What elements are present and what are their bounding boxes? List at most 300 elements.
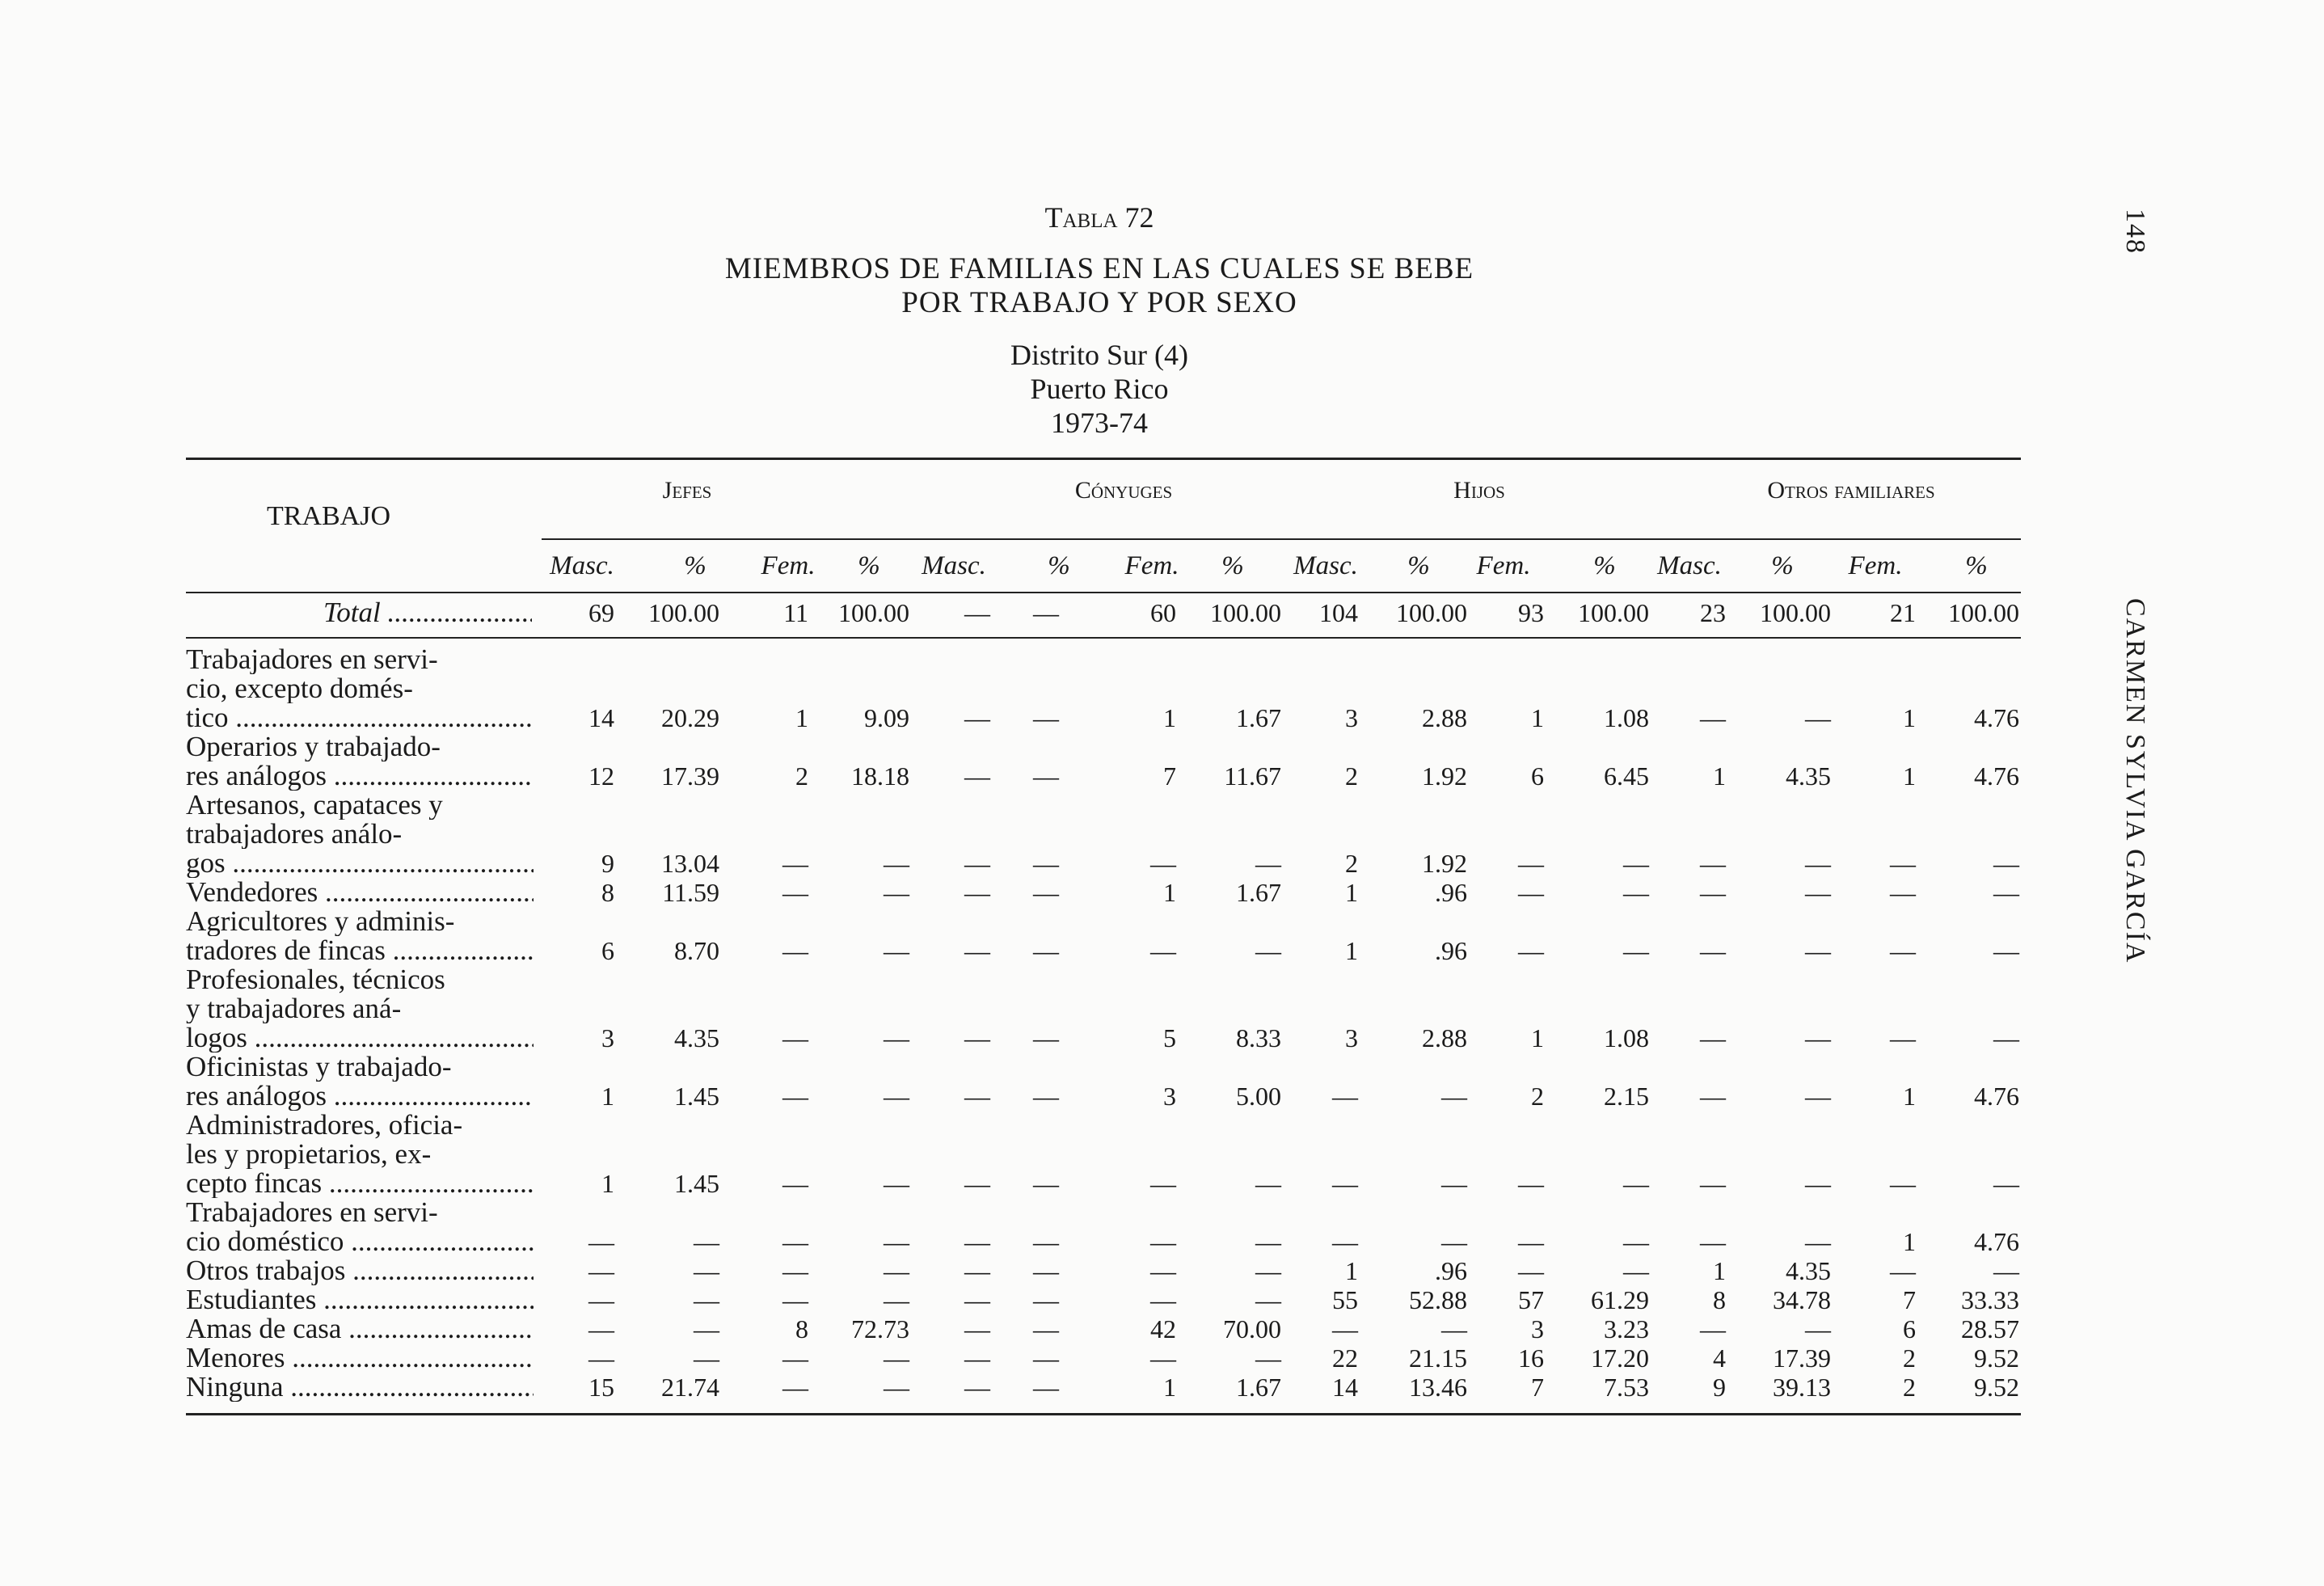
table-cell: 55 — [1332, 1285, 1358, 1314]
row-label: Administradores, oficia- — [186, 1111, 463, 1140]
row-label: Trabajadores en servi- — [186, 645, 438, 674]
table-cell: 13.46 — [1409, 1373, 1467, 1402]
table-cell: — — [1332, 1082, 1358, 1111]
table-row-line — [0, 1111, 2324, 1140]
table-cell: — — [1033, 1343, 1059, 1373]
column-subheader: Masc. — [550, 551, 614, 580]
table-cell: 8 — [601, 878, 614, 907]
table-cell: 8 — [1713, 1285, 1726, 1314]
row-label: Ninguna ..... — [186, 1373, 534, 1402]
table-cell: — — [1150, 1256, 1176, 1285]
table-cell: — — [1700, 1082, 1726, 1111]
table-label: Tabla — [1044, 201, 1118, 234]
table-cell: 1.45 — [674, 1169, 719, 1198]
table-row-line — [0, 1023, 2324, 1052]
table-cell: — — [588, 1285, 614, 1314]
table-cell: 16 — [1518, 1343, 1544, 1373]
table-cell: — — [1255, 936, 1281, 965]
table-cell: — — [884, 878, 909, 907]
table-cell: 100.00 — [1210, 598, 1281, 627]
table-cell: — — [1890, 849, 1916, 878]
table-cell: — — [1150, 849, 1176, 878]
table-row-line — [0, 645, 2324, 674]
table-cell: 2 — [795, 761, 808, 791]
table-cell: — — [1993, 849, 2019, 878]
table-cell: 2.15 — [1604, 1082, 1649, 1111]
top-rule — [186, 458, 2021, 460]
table-cell: — — [1150, 1343, 1176, 1373]
table-cell: 1 — [1531, 703, 1544, 732]
table-cell: 1 — [601, 1169, 614, 1198]
table-cell: — — [884, 1227, 909, 1256]
row-label: trabajadores análo- — [186, 820, 403, 849]
table-cell: — — [1150, 1285, 1176, 1314]
table-cell: — — [1623, 1256, 1649, 1285]
table-cell: 6 — [601, 936, 614, 965]
table-cell: 2.88 — [1422, 1023, 1467, 1052]
table-row-line — [0, 849, 2324, 878]
table-cell: — — [1033, 849, 1059, 878]
table-cell: 7 — [1163, 761, 1176, 791]
group-header-otros: Otros familiares — [1767, 477, 1935, 504]
table-cell: — — [1805, 1227, 1831, 1256]
row-label: les y propietarios, ex- — [186, 1140, 432, 1169]
table-cell: 2 — [1903, 1343, 1916, 1373]
table-cell: 1 — [1345, 1256, 1358, 1285]
row-label: Total ..... — [323, 598, 532, 627]
table-cell: — — [1623, 1227, 1649, 1256]
table-cell: — — [964, 1314, 990, 1343]
row-label: gos ..... — [186, 849, 534, 878]
table-cell: — — [964, 1373, 990, 1402]
table-cell: — — [1700, 936, 1726, 965]
table-row-line — [0, 1140, 2324, 1169]
table-cell: 1.67 — [1236, 878, 1281, 907]
group-header-conyuges: Cónyuges — [1074, 477, 1173, 504]
table-cell: — — [884, 1256, 909, 1285]
table-cell: — — [1805, 1082, 1831, 1111]
table-row-line — [0, 732, 2324, 761]
table-cell: — — [964, 849, 990, 878]
column-subheader: Masc. — [1293, 551, 1358, 580]
table-cell: 4.76 — [1974, 703, 2019, 732]
table-cell: .96 — [1435, 1256, 1467, 1285]
table-cell: — — [1033, 703, 1059, 732]
table-cell: — — [1700, 878, 1726, 907]
table-cell: 2 — [1345, 849, 1358, 878]
header-rule — [186, 592, 2021, 593]
table-title-block — [186, 200, 2013, 440]
table-cell: 21.15 — [1409, 1343, 1467, 1373]
table-cell: 1 — [1903, 761, 1916, 791]
table-cell: — — [1518, 878, 1544, 907]
table-cell: 21.74 — [661, 1373, 719, 1402]
row-label: Agricultores y adminis- — [186, 907, 455, 936]
table-cell: — — [1805, 703, 1831, 732]
column-subheader: % — [1593, 551, 1616, 580]
row-label: Amas de casa ..... — [186, 1314, 534, 1343]
row-label: Otros trabajos ..... — [186, 1256, 534, 1285]
table-cell: 3 — [1345, 703, 1358, 732]
table-row-line — [0, 598, 2324, 627]
table-cell: — — [782, 936, 808, 965]
group-header-hijos: Hijos — [1453, 477, 1505, 504]
table-cell: — — [588, 1227, 614, 1256]
table-cell: — — [1033, 1256, 1059, 1285]
table-row-line — [0, 1082, 2324, 1111]
table-cell: — — [1033, 1227, 1059, 1256]
table-cell: — — [964, 1343, 990, 1373]
table-cell: — — [1805, 878, 1831, 907]
table-subtitle-line: Puerto Rico — [1030, 373, 1169, 405]
column-subheader: Fem. — [761, 551, 816, 580]
row-label: res análogos ..... — [186, 1082, 534, 1111]
table-cell: 34.78 — [1773, 1285, 1831, 1314]
table-cell: — — [884, 1082, 909, 1111]
table-cell: 100.00 — [1948, 598, 2019, 627]
table-cell: 9.09 — [864, 703, 909, 732]
table-cell: — — [1890, 1023, 1916, 1052]
table-cell: — — [1993, 878, 2019, 907]
table-cell: — — [884, 849, 909, 878]
table-cell: — — [1033, 1373, 1059, 1402]
table-title-line: POR TRABAJO Y POR SEXO — [901, 286, 1297, 319]
table-cell: — — [1255, 1227, 1281, 1256]
table-cell: 2 — [1531, 1082, 1544, 1111]
table-cell: — — [964, 703, 990, 732]
table-cell: — — [1993, 1169, 2019, 1198]
table-cell: 3.23 — [1604, 1314, 1649, 1343]
table-cell: 5.00 — [1236, 1082, 1281, 1111]
table-cell: 4.35 — [674, 1023, 719, 1052]
table-cell: 1 — [1903, 1082, 1916, 1111]
table-cell: — — [1623, 1169, 1649, 1198]
table-cell: — — [1033, 1285, 1059, 1314]
table-cell: — — [1805, 1023, 1831, 1052]
table-cell: — — [1441, 1227, 1467, 1256]
column-subheader: % — [1965, 551, 1988, 580]
table-cell: — — [1623, 936, 1649, 965]
table-cell: 1 — [1345, 936, 1358, 965]
table-cell: — — [964, 1227, 990, 1256]
table-cell: 52.88 — [1409, 1285, 1467, 1314]
table-cell: 9 — [601, 849, 614, 878]
table-subtitle-line: 1973-74 — [1051, 407, 1148, 439]
table-cell: — — [1332, 1227, 1358, 1256]
table-subtitle-line: Distrito Sur (4) — [1010, 339, 1188, 371]
table-cell: 11 — [783, 598, 808, 627]
table-cell: — — [1033, 1169, 1059, 1198]
table-cell: — — [1993, 1256, 2019, 1285]
table-cell: 100.00 — [1396, 598, 1467, 627]
table-cell: 4.35 — [1786, 761, 1831, 791]
table-cell: — — [1255, 1256, 1281, 1285]
table-cell: — — [782, 849, 808, 878]
table-cell: — — [694, 1227, 719, 1256]
table-cell: 2 — [1345, 761, 1358, 791]
running-head: CARMEN SYLVIA GARCÍA — [2120, 598, 2150, 964]
table-cell: — — [1890, 1169, 1916, 1198]
table-cell: 70.00 — [1223, 1314, 1281, 1343]
table-cell: — — [964, 1256, 990, 1285]
table-cell: — — [964, 1285, 990, 1314]
table-cell: — — [964, 761, 990, 791]
table-cell: — — [1033, 1082, 1059, 1111]
table-cell: 4.76 — [1974, 761, 2019, 791]
table-cell: 1.45 — [674, 1082, 719, 1111]
table-cell: — — [1441, 1314, 1467, 1343]
row-label: tradores de fincas ..... — [186, 936, 534, 965]
table-cell: 7 — [1903, 1285, 1916, 1314]
column-subheader: % — [1407, 551, 1430, 580]
table-row-line — [0, 1198, 2324, 1227]
table-row-line — [0, 791, 2324, 820]
table-cell: — — [1255, 1169, 1281, 1198]
table-cell: — — [1700, 849, 1726, 878]
table-cell: — — [1518, 849, 1544, 878]
table-cell: — — [1332, 1169, 1358, 1198]
table-cell: 21 — [1890, 598, 1916, 627]
table-cell: 8.33 — [1236, 1023, 1281, 1052]
table-cell: 1 — [1713, 761, 1726, 791]
table-cell: 42 — [1150, 1314, 1176, 1343]
table-cell: 60 — [1150, 598, 1176, 627]
table-cell: 61.29 — [1591, 1285, 1649, 1314]
table-cell: 12 — [588, 761, 614, 791]
table-cell: 4 — [1713, 1343, 1726, 1373]
table-row-line — [0, 994, 2324, 1023]
table-cell: 6 — [1903, 1314, 1916, 1343]
table-cell: — — [1518, 1227, 1544, 1256]
table-cell: 8.70 — [674, 936, 719, 965]
row-label: y trabajadores aná- — [186, 994, 402, 1023]
table-row-line — [0, 761, 2324, 791]
table-cell: — — [1150, 1169, 1176, 1198]
table-cell: — — [1700, 1227, 1726, 1256]
table-cell: — — [782, 1285, 808, 1314]
table-cell: 57 — [1518, 1285, 1544, 1314]
table-cell: .96 — [1435, 936, 1467, 965]
table-cell: 1.67 — [1236, 1373, 1281, 1402]
table-cell: 4.35 — [1786, 1256, 1831, 1285]
table-cell: — — [884, 1169, 909, 1198]
table-cell: 100.00 — [838, 598, 909, 627]
table-cell: — — [782, 1169, 808, 1198]
table-cell: 100.00 — [1578, 598, 1649, 627]
table-cell: 3 — [1345, 1023, 1358, 1052]
table-cell: — — [1993, 936, 2019, 965]
table-cell: 9.52 — [1974, 1373, 2019, 1402]
row-label: cepto fincas ..... — [186, 1169, 534, 1198]
table-cell: 17.20 — [1591, 1343, 1649, 1373]
row-label: Trabajadores en servi- — [186, 1198, 438, 1227]
table-row-line — [0, 674, 2324, 703]
column-subheader: Masc. — [1657, 551, 1722, 580]
column-subheader: % — [858, 551, 880, 580]
table-cell: — — [1700, 703, 1726, 732]
table-cell: 72.73 — [851, 1314, 909, 1343]
row-label: Menores ..... — [186, 1343, 534, 1373]
table-cell: — — [1255, 1343, 1281, 1373]
table-cell: 4.76 — [1974, 1227, 2019, 1256]
table-cell: 1 — [1345, 878, 1358, 907]
table-number: 72 — [1124, 201, 1154, 234]
row-label: res análogos ..... — [186, 761, 534, 791]
table-cell: — — [964, 1082, 990, 1111]
row-label: Operarios y trabajado- — [186, 732, 441, 761]
table-cell: 9 — [1713, 1373, 1726, 1402]
table-cell: — — [1890, 936, 1916, 965]
table-cell: 17.39 — [1773, 1343, 1831, 1373]
table-cell: — — [1255, 1285, 1281, 1314]
table-cell: 2 — [1903, 1373, 1916, 1402]
table-cell: — — [1033, 936, 1059, 965]
row-label: tico ..... — [186, 703, 534, 732]
table-cell: .96 — [1435, 878, 1467, 907]
table-cell: — — [1150, 936, 1176, 965]
table-cell: — — [1805, 1169, 1831, 1198]
table-cell: — — [884, 1285, 909, 1314]
column-subheader: % — [1221, 551, 1244, 580]
total-rule — [186, 637, 2021, 639]
table-row-line — [0, 878, 2324, 907]
table-cell: — — [782, 1373, 808, 1402]
table-row-line — [0, 703, 2324, 732]
table-cell: — — [1332, 1314, 1358, 1343]
column-subheader: Fem. — [1476, 551, 1531, 580]
page-number: 148 — [2120, 209, 2150, 255]
table-cell: — — [1700, 1023, 1726, 1052]
row-label: Oficinistas y trabajado- — [186, 1052, 452, 1082]
table-cell: — — [964, 1023, 990, 1052]
table-cell: — — [1518, 1169, 1544, 1198]
table-cell: 13.04 — [661, 849, 719, 878]
table-cell: — — [1805, 1314, 1831, 1343]
table-cell: — — [884, 1373, 909, 1402]
table-cell: 2.88 — [1422, 703, 1467, 732]
table-cell: 11.67 — [1224, 761, 1281, 791]
row-label: Vendedores ..... — [186, 878, 534, 907]
column-subheader: Fem. — [1848, 551, 1903, 580]
table-cell: — — [1700, 1314, 1726, 1343]
table-cell: — — [884, 1343, 909, 1373]
table-row-line — [0, 1373, 2324, 1402]
table-cell: 3 — [601, 1023, 614, 1052]
table-cell: 4.76 — [1974, 1082, 2019, 1111]
table-cell: — — [1033, 1023, 1059, 1052]
table-cell: 1 — [1163, 1373, 1176, 1402]
table-row-line — [0, 965, 2324, 994]
table-cell: 28.57 — [1961, 1314, 2019, 1343]
table-cell: — — [1255, 849, 1281, 878]
table-cell: 3 — [1163, 1082, 1176, 1111]
row-label: Estudiantes ..... — [186, 1285, 534, 1314]
table-cell: 8 — [795, 1314, 808, 1343]
row-label: Artesanos, capataces y — [186, 791, 443, 820]
table-cell: — — [1441, 1082, 1467, 1111]
table-cell: — — [1518, 936, 1544, 965]
table-cell: 104 — [1319, 598, 1358, 627]
table-cell: — — [782, 1023, 808, 1052]
row-label: cio doméstico ..... — [186, 1227, 534, 1256]
table-cell: — — [1518, 1256, 1544, 1285]
row-label: Profesionales, técnicos — [186, 965, 445, 994]
table-cell: 39.13 — [1773, 1373, 1831, 1402]
table-row-line — [0, 1052, 2324, 1082]
table-cell: 6.45 — [1604, 761, 1649, 791]
table-cell: 5 — [1163, 1023, 1176, 1052]
table-cell: — — [1033, 1314, 1059, 1343]
table-cell: 1 — [601, 1082, 614, 1111]
table-cell: — — [1890, 1256, 1916, 1285]
table-cell: 1 — [1531, 1023, 1544, 1052]
bottom-rule — [186, 1413, 2021, 1415]
table-cell: — — [1700, 1169, 1726, 1198]
table-cell: 1 — [1903, 1227, 1916, 1256]
table-cell: — — [884, 936, 909, 965]
table-row-line — [0, 1285, 2324, 1314]
table-cell: — — [1150, 1227, 1176, 1256]
table-cell: 7 — [1531, 1373, 1544, 1402]
table-cell: 3 — [1531, 1314, 1544, 1343]
table-caption — [186, 200, 2013, 234]
stub-header: TRABAJO — [267, 501, 391, 531]
table-cell: 1 — [1163, 878, 1176, 907]
table-title-line: MIEMBROS DE FAMILIAS EN LAS CUALES SE BEBE — [724, 252, 1474, 285]
table-cell: — — [1623, 878, 1649, 907]
table-cell: 9.52 — [1974, 1343, 2019, 1373]
table-cell: — — [1033, 878, 1059, 907]
table-cell: — — [1441, 1169, 1467, 1198]
table-row-line — [0, 1169, 2324, 1198]
table-cell: — — [782, 1227, 808, 1256]
table-cell: — — [588, 1343, 614, 1373]
table-row-line — [0, 820, 2324, 849]
column-subheader: % — [684, 551, 706, 580]
table-cell: 1.08 — [1604, 703, 1649, 732]
table-cell: 14 — [1332, 1373, 1358, 1402]
table-cell: 22 — [1332, 1343, 1358, 1373]
group-header-jefes: Jefes — [662, 477, 712, 504]
table-cell: 18.18 — [851, 761, 909, 791]
table-cell: 1 — [1903, 703, 1916, 732]
table-cell: — — [694, 1256, 719, 1285]
table-cell: 20.29 — [661, 703, 719, 732]
table-cell: — — [1993, 1023, 2019, 1052]
table-cell: 1 — [1163, 703, 1176, 732]
table-cell: 1.08 — [1604, 1023, 1649, 1052]
table-cell: — — [1890, 878, 1916, 907]
table-cell: 33.33 — [1961, 1285, 2019, 1314]
table-cell: — — [964, 598, 990, 627]
table-cell: — — [1805, 849, 1831, 878]
table-cell: — — [782, 1082, 808, 1111]
table-cell: 14 — [588, 703, 614, 732]
table-cell: — — [1805, 936, 1831, 965]
table-row-line — [0, 1227, 2324, 1256]
column-subheader: % — [1048, 551, 1070, 580]
table-cell: — — [588, 1314, 614, 1343]
row-label: logos ..... — [186, 1023, 534, 1052]
table-cell: 17.39 — [661, 761, 719, 791]
table-cell: 100.00 — [648, 598, 719, 627]
table-cell: — — [782, 1343, 808, 1373]
column-subheader: Fem. — [1124, 551, 1179, 580]
group-underline — [542, 538, 2021, 540]
table-row-line — [0, 1314, 2324, 1343]
table-cell: 15 — [588, 1373, 614, 1402]
table-cell: — — [588, 1256, 614, 1285]
